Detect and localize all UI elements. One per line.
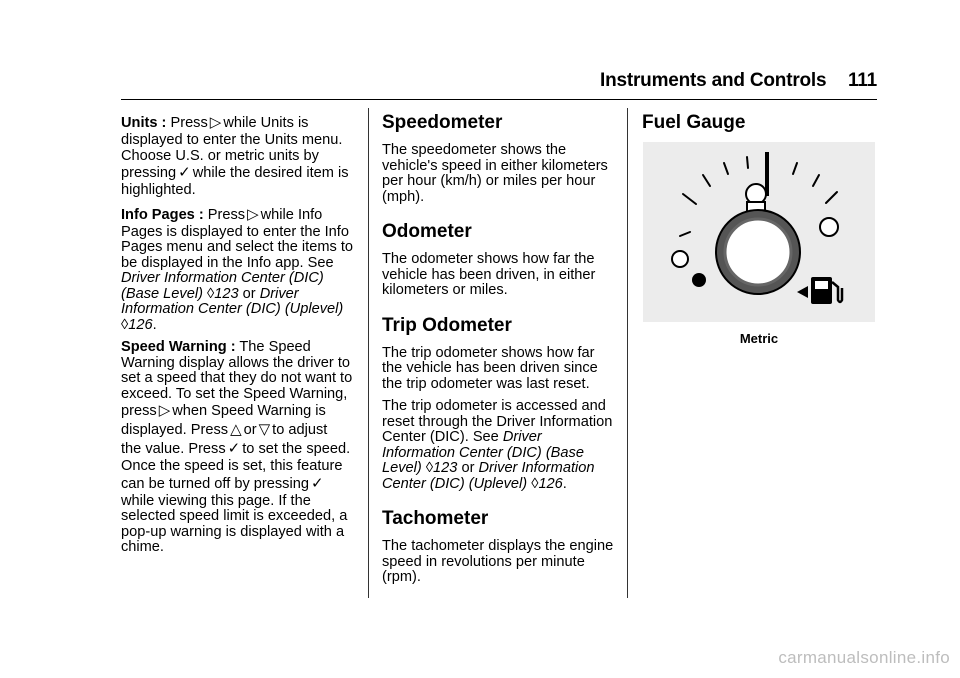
tachometer-heading: Tachometer [382, 508, 489, 529]
info-pages-label: Info Pages : [121, 206, 204, 223]
watermark: carmanualsonline.info [778, 648, 950, 667]
ref-icon: ◊ [207, 285, 215, 302]
trip-odometer-text-1: The trip odometer shows how far the vehicle has been driven since the trip odometer was last reset. [382, 344, 598, 392]
up-arrow-icon: △ [230, 421, 242, 438]
fuel-pump-icon [797, 277, 842, 304]
dic-base-link[interactable]: Driver Information Center (DIC) (Base Level) [382, 429, 584, 476]
dic-uplevel-link[interactable]: Driver Information Center (DIC) (Uplevel) [382, 460, 595, 492]
middle-column [382, 110, 618, 593]
odometer-heading: Odometer [382, 221, 472, 242]
speedometer-text: The speedometer shows the vehicle's speed in either kilometers per hour (km/h) or miles per hour (mph). [382, 142, 608, 205]
page-number: 111 [847, 70, 877, 91]
trip-odometer-text-2: The trip odometer is accessed and reset through the Driver Information Center (DIC). See Driver Information Center (DIC) (Base Level) ◊123 or Driver Information Center (DIC) (Uplevel) ◊126. [382, 398, 613, 492]
checkmark-icon: ✓ [178, 164, 191, 181]
header-rule [121, 99, 877, 100]
ref-icon: ◊ [531, 475, 539, 492]
checkmark-icon: ✓ [227, 440, 241, 457]
dic-uplevel-link[interactable]: Driver Information Center (DIC) (Uplevel) [121, 285, 344, 317]
section-title: Instruments and Controls [600, 70, 827, 91]
press-icon: ▷ [209, 114, 222, 131]
empty-marker [672, 251, 688, 267]
ref-icon: ◊ [121, 316, 129, 333]
checkmark-icon: ✓ [310, 474, 324, 492]
reserve-dot [692, 273, 706, 287]
press-icon: ▷ [158, 402, 171, 419]
right-column [642, 110, 878, 143]
column-divider-2 [627, 108, 628, 598]
fuel-gauge-svg [643, 142, 875, 322]
ref-icon: ◊ [425, 460, 434, 476]
fuel-gauge-illustration [643, 142, 875, 322]
figure-caption: Metric [739, 331, 779, 346]
down-arrow-icon: ▽ [258, 421, 271, 438]
speed-warning-paragraph: Speed Warning : The Speed Warning display allows the driver to set a speed that they do not want to exceed. To set the Speed Warning, press ▷ when Speed Warning is displayed. Press △ or ▽ to adjust the value. Press ✓ to set the speed. Once the speed is set, this feature can be turned off by pressing ✓ while viewing this page. If the selected speed limit is exceeded, a pop-up warning is displayed with a chime. [121, 339, 353, 555]
speed-warning-label: Speed Warning : [121, 339, 236, 355]
info-pages-paragraph: Info Pages : Press ▷ while Info Pages is displayed to enter the Info Pages menu and select the items to be displayed in the Info app. See Driver Information Center (DIC) (Base Level) ◊123 or Driver Information Center (DIC) (Uplevel) ◊126. [121, 205, 354, 333]
press-icon: ▷ [247, 205, 259, 223]
trip-odometer-heading: Trip Odometer [382, 314, 512, 336]
column-divider-1 [368, 108, 369, 598]
fuel-gauge-heading: Fuel Gauge [642, 112, 746, 133]
left-column [121, 114, 357, 563]
units-paragraph: Units : Press ▷ while Units is displayed to enter the Units menu. Choose U.S. or metric units by pressing ✓ while the desired item is highlighted. [121, 114, 349, 198]
speedometer-heading: Speedometer [382, 112, 503, 133]
dic-base-link[interactable]: Driver Information Center (DIC) (Base Level) [121, 270, 324, 302]
units-label: Units : [121, 115, 167, 131]
tachometer-text: The tachometer displays the engine speed in revolutions per minute (rpm). [382, 538, 614, 585]
odometer-text: The odometer shows how far the vehicle has been driven, in either kilometers or miles. [382, 251, 596, 298]
full-marker [820, 218, 838, 236]
